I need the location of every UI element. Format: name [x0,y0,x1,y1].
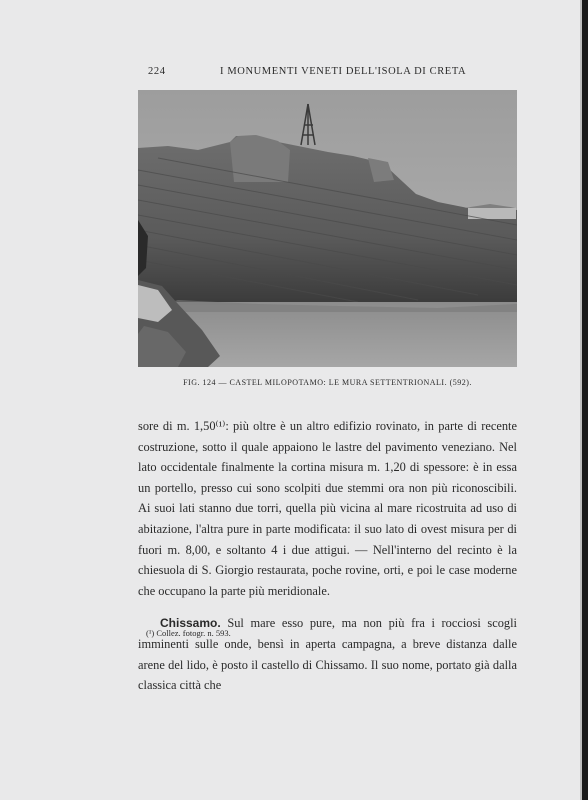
page-number: 224 [148,66,166,77]
paragraph [138,613,517,695]
running-title: I MONUMENTI VENETI DELL'ISOLA DI CRETA [220,66,467,77]
footnote: (¹) Collez. fotogr. n. 593. [146,628,231,638]
section-lead: Chissamo. [160,616,221,631]
paragraph: sore di m. 1,50⁽¹⁾: più oltre è un altro edifizio rovinato, in parte di recente costruzione, sotto il quale appaiono le lastre del pavimento veneziano. Nel lato occidentale finalmente la cortina misura m. 1,20 di spessore: è in essa un portello, presso cui sono scolpiti due stemmi ora non più riconoscibili. Ai suoi lati stanno due torri, quella più vicina al mare ricostruita ad uso di abitazione, l'altra pure in parte modificata: il suo lato di ovest misura per di fuori m. 8,00, e soltanto 4 i due attigui. — Nell'interno del recinto è la chiesuola di S. Giorgio restaurata, poche rovine, orti, e poi le case moderne che occupano la parte più meridionale. [138,419,517,598]
figure-caption: FIG. 124 — CASTEL MILOPOTAMO: LE MURA SETTENTRIONALI. (592). [183,378,472,387]
figure-photo [138,90,517,367]
scan-edge [582,0,588,800]
body-text [138,416,517,696]
paragraph-text: Sul mare esso pure, ma non più fra i rocciosi scogli imminenti sulle onde, bensì in aperta campagna, a breve distanza dalle arene del lido, è posto il castello di Chissamo. Il suo nome, portato già dalla classica città che [138,616,517,693]
running-head [148,66,518,80]
